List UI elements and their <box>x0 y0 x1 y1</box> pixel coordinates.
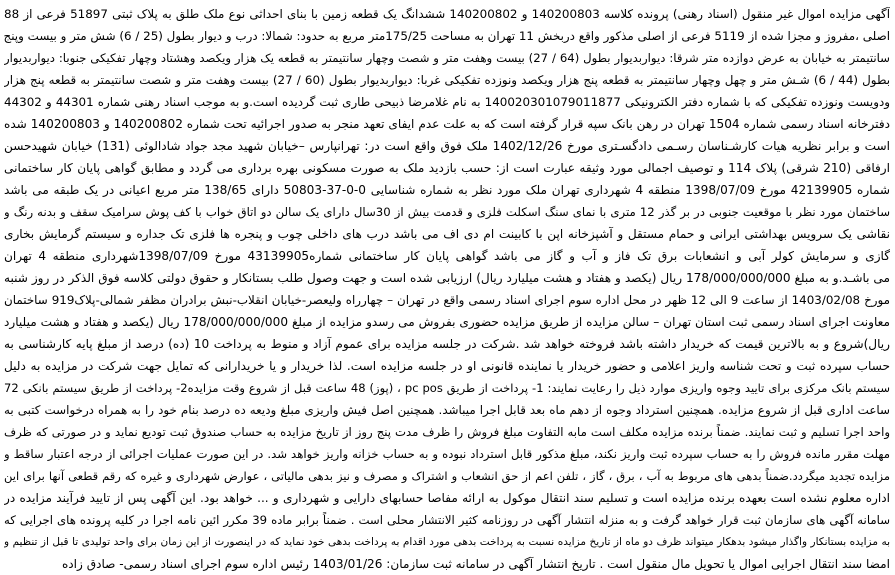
notice-line-26: امضا سند انتقال اجرایی اموال یا تحویل مال منقول است . تاریخ انتشار آگهی در سامانه ثبت سازمان: 1403/01/26 رئیس اداره سوم اجرای اسناد رسمی- صادق زاده <box>61 557 890 571</box>
notice-line-24: سامانه آگهی های سازمان ثبت قرار خواهد گرفت و به منزله انتشار آگهی در روزنامه کثیر الانتشار محلی است . ضمناً برابر ماده 39 مکرر ائین نامه اجرا در کلیه پرونده های اجرایی که <box>4 513 890 527</box>
notice-line-23: اداره معلوم نشده است بعهده برنده مزایده است و تسلیم سند انتقال موکول به ارائه مفاصا حسابهای دارایی و شهرداری و ... خواهد بود. این آگهی پس از تایید فرآیند مزایده در <box>4 491 890 505</box>
notice-line-15: معاونت اجرای اسناد رسمی ثبت استان تهران – سالن مزایده از طریق مزایده حضوری بفروش می رسدو مزایده از مبلغ 178/000/000/000 ریال (یکصد و هفتاد و هشت میلیارد <box>4 315 890 329</box>
notice-line-20: واحد اجرا تسلیم و ثبت نمایند. ضمناً برنده مزایده مکلف است مابه التفاوت مبلغ فروش را ظرف مدت پنج روز از تاریخ مزایده به حساب صندوق ثبت تودیع نماید و در صورتی که ظرف <box>4 425 890 439</box>
notice-line-18: سیستم بانک مرکزی برای تایید وجوه واریزی موارد ذیل را رعایت نمایند: 1- پرداخت از طریق pc pos ، (پوز) 48 ساعت قبل از شروع وقت مزایده2- پرداخت از طریق سیستم بانکی 72 <box>4 381 890 395</box>
notice-line-1: آگهی مزایده اموال غیر منقول (اسناد رهنی) پرونده کلاسه 140200803 و 140200802 ششدانگ یک قطعه زمین با بنای احداثی نوع ملک طلق به پلاک ثبتی 51897 فرعی از 88 <box>4 7 890 21</box>
notice-line-3: سانتیمتر به خیابان به عرض دوازده متر شرقا: دیواربدیوار بطول (64 / 27) بیست وهفت متر و شصت وچهار سانتیمتر به قطعه یک هزار ویکصد وهشتاد وچهار تفکیکی جنوبا: دیواربدیوار <box>4 51 890 65</box>
notice-line-17: حساب سپرده ثبت و تحت شناسه واریز اعلامی و حضور خریدار یا نماینده قانونی او در جلسه مزایده است. لذا خریدار و یا خریدارانی که تمایل جهت شرکت در مزایده به دلیل <box>4 359 890 373</box>
notice-line-11: نقاشی یک سرویس بهداشتی ایرانی و حمام مستقل و آشپزخانه اپن با کابینت ام دی اف می باشد درب های داخلی چوب و پنجره ها فلزی تک جداره و سیستم گرمایش بخاری <box>4 227 890 241</box>
notice-line-6: دفترخانه اسناد رسمی شماره 1504 تهران در رهن بانک سپه قرار گرفته است که به علت عدم ایفای تعهد منجر به صدور اجرائیه تحت شماره 140200802 و 140200803 شده <box>4 117 890 131</box>
notice-line-5: ودویست ونوزده تفکیکی که با شماره دفتر الکترونیکی 140020301079011877 به نام غلامرضا ذبیحی طاری ثبت گردیده است.و به موجب اسناد رهنی شماره 44301 و 44302 <box>4 95 890 109</box>
notice-line-9: شماره 42139905 مورخ 1398/07/09 منطقه 4 شهرداری تهران ملک مورد نظر به شماره شناسایی 0-0-37-50803 دارای 138/65 متر مربع اعیانی در یک طبقه می باشد <box>4 183 890 197</box>
notice-line-22: مزایده تجدید میگردد.ضمناً بدهی های مربوط به آب ، برق ، گاز ، تلفن اعم از حق انشعاب و اشتراک و مصرف و نیز بدهی مالیاتی ، عوارض شهرداری و غیره که رقم قطعی آنها برای این <box>4 469 890 483</box>
notice-line-14: مورخ 1403/02/08 از ساعت 9 الی 12 ظهر در محل اداره سوم اجرای اسناد رسمی واقع در تهران – چهارراه ولیعصر-خیابان انقلاب-نبش برادران مظفر شمالی-پلاک919 ساختمان <box>4 293 890 307</box>
notice-line-7: است و برابر نظریه هیات کارشـناسان رسـمی دادگسـتری مورخ 1402/12/26 ملک فوق واقع است در: تهرانپارس –خیابان شهید مجد جواد شادالوئی (131) خیابان شهیدحسن <box>4 139 890 153</box>
notice-line-12: گازی و سرمایش کولر آبی و انشعابات برق تک فاز و آب و گاز می باشد گواهی پایان کار ساختمانی شماره43139905 مورخ 1398/07/09شهرداری منطقه 4 تهران <box>4 249 890 263</box>
notice-line-21: مهلت مقرر مانده فروش را به حساب سپرده ثبت واریز نکند، مبلغ مذکور قابل استرداد نبوده و به حساب خزانه واریز خواهد شد. در این صورت عملیات اجرائی از درجه اعتبار ساقط و <box>4 447 890 461</box>
notice-line-4: بطول (44 / 6) شـش متر و چهل وچهار سانتیمتر به قطعه پنج هزار ویکصد ونوزده تفکیکی غربا: دیواربدیوار بطول (60 / 27) بیست وهفت متر و شصت سانتیمتر به قطعه پنج هزار <box>4 73 890 87</box>
notice-line-10: ساختمان مورد نظر با موقعیت جنوبی در بر گذر 12 متری با نمای سنگ اسکلت فلزی و قدمت بیش از 30سال دارای یک سالن دو اتاق خواب با کف پوش سرامیک سقف و بدنه رنگ و <box>4 205 890 219</box>
notice-line-25: به مزایده بستانکار واگذار میشود بدهکار میتواند ظرف دو ماه از تاریخ مزایده نسبت به پرداخت بدهی مورد اقدام به پرداخت بدهی خود نماید که در اینصورت از این زمان برای واحد تولیدی تا قبل از تنظیم و <box>4 536 890 548</box>
notice-line-16: ریال)شروع و به بالاترین قیمت که خریدار داشته باشد فروخته خواهد شد .شرکت در جلسه مزایده برای عموم آزاد و منوط به پرداخت 10 (ده) درصد از مبلغ پایه کارشناسی به <box>4 337 890 351</box>
notice-line-13: می باشـد.و به مبلغ 178/000/000/000 ریال (یکصد و هفتاد و هشت میلیارد ریال) ارزیابی شده است و جهت وصول طلب بستانکار و حقوق دولتی کلاسه فوق الذکر در روز شنبه <box>4 271 890 285</box>
notice-line-8: ارفاقی (210 شرقی) پلاک 114 و توصیف اجمالی مورد وثیقه عبارت است از: حسب بازدید ملک به صورت مسکونی بهره برداری می گردد و مطابق گواهی پایان کار ساختمانی <box>4 161 890 175</box>
notice-line-2: اصلی ،مفروز و مجزا شده از 5119 فرعی از اصلی مذکور واقع دربخش 11 تهران به مساحت 175/25متر مربع به حدود: شمالا: درب و دیوار بطول (25 / 6) شش متر و بیست وپنج <box>4 29 890 43</box>
notice-line-19: ساعت اداری قبل از شروع مزایده. همچنین استرداد وجوه از دهم ماه بعد قابل اجرا میباشد. همچنین اصل فیش واریزی مبلغ ودیعه ده درصد بنام خود را به همراه درخواست کتبی به <box>4 403 890 417</box>
